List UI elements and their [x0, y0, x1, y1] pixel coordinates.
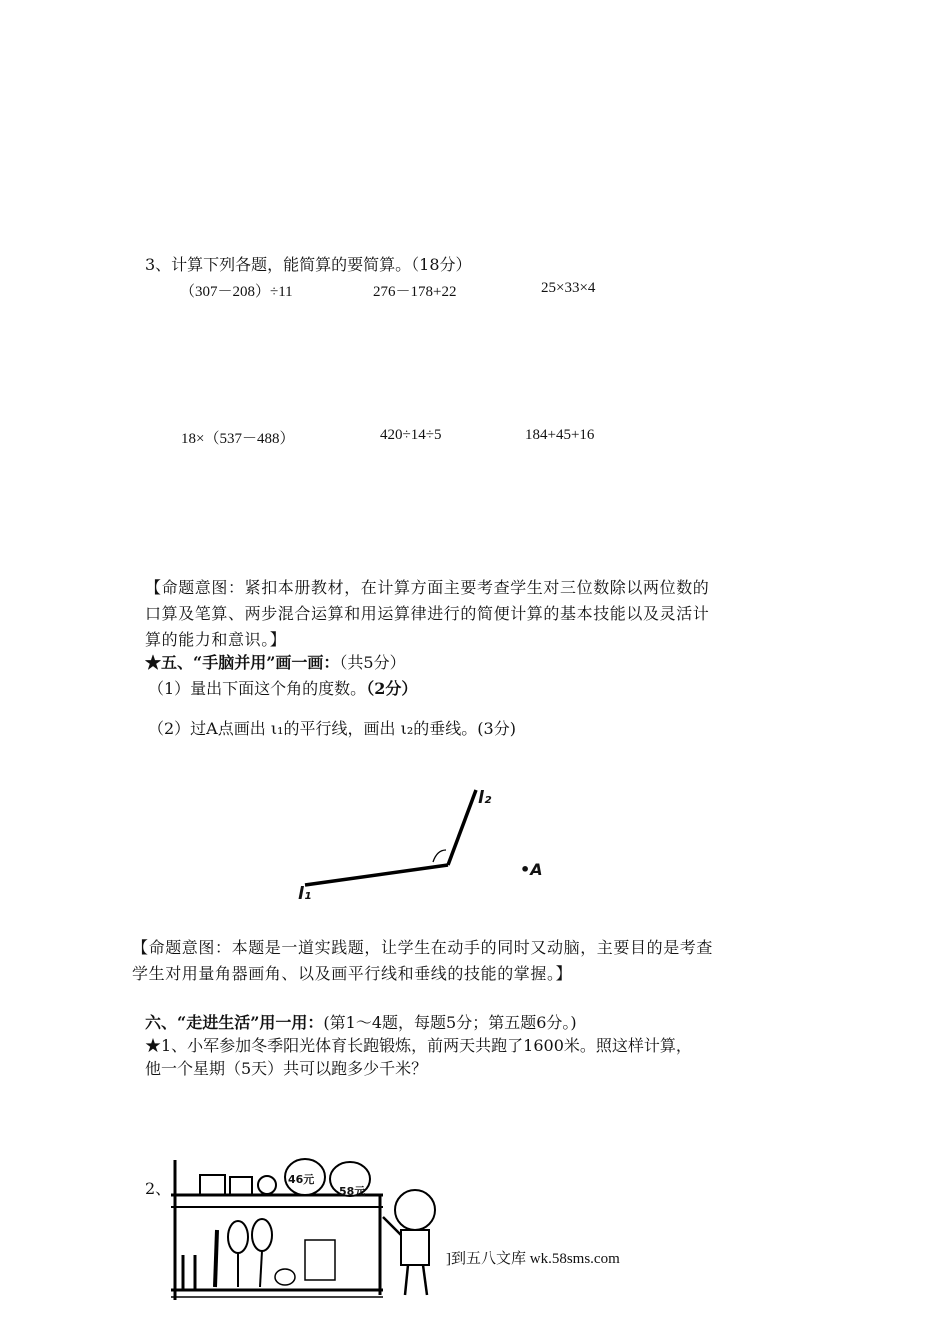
boy-figure-icon [395, 1190, 435, 1230]
section-6-heading [145, 1010, 577, 1033]
label-l2: l₂ [478, 788, 492, 808]
q3-expression-3: 25×33×4 [541, 280, 596, 296]
note-line: 【命题意图：本题是一道实践题，让学生在动手的同时又动脑，主要目的是考查 [132, 938, 714, 957]
point-a-label: •A [520, 860, 543, 879]
price-tag-58: 58元 [339, 1185, 366, 1198]
line-l2 [448, 790, 476, 865]
item-1-text: （1）量出下面这个角的度数。 [148, 679, 367, 698]
note-line: 算的能力和意识。】 [145, 630, 287, 649]
watermark-text: ]到五八文库 wk.58sms.com [446, 1251, 620, 1267]
section-5-heading [145, 650, 406, 673]
design-intent-note-2 [132, 935, 812, 987]
label-l1: l₁ [298, 884, 312, 904]
note-line: 学生对用量角器画角、以及画平行线和垂线的技能的掌握。】 [132, 964, 573, 983]
note-line: 口算及笔算、两步混合运算和用运算律进行的简便计算的基本技能以及灵活计 [145, 604, 710, 623]
design-intent-note-1 [145, 575, 810, 653]
q3-expression-5: 420÷14÷5 [380, 427, 442, 443]
angle-figure [290, 780, 570, 915]
section-6-score: (第1～4题，每题5分；第五题6分。) [323, 1013, 577, 1032]
section-6-q2-label: 2、 [145, 1179, 172, 1198]
item-1-score: （2分） [366, 679, 418, 698]
section-5-item-1 [148, 676, 417, 699]
section-6-title: 六、“走进生活”用一用： [145, 1013, 324, 1032]
q3-expression-1: （307－208）÷11 [180, 284, 293, 300]
line-l1 [305, 865, 448, 885]
q3-expression-4: 18×（537－488） [181, 431, 295, 447]
section-5-title: ★五、“手脑并用”画一画： [145, 653, 340, 672]
q3-expression-2: 276－178+22 [373, 284, 457, 300]
section-6-q1-line-2: 他一个星期（5天）共可以跑多少千米？ [145, 1059, 428, 1078]
q3-expression-6: 184+45+16 [525, 427, 595, 443]
price-tag-46: 46元 [288, 1173, 315, 1186]
section-5-item-2: （2）过A点画出 ι₁的平行线，画出 ι₂的垂线。(3分) [148, 719, 516, 738]
angle-arc [433, 850, 446, 862]
q3-title: 3、计算下列各题，能简算的要简算。（18分） [145, 255, 472, 274]
section-6-q1-line-1: ★1、小军参加冬季阳光体育长跑锻炼，前两天共跑了1600米。照这样计算， [145, 1036, 692, 1055]
note-line: 【命题意图：紧扣本册教材，在计算方面主要考查学生对三位数除以两位数的 [145, 578, 710, 597]
section-5-score: （共5分） [339, 653, 406, 672]
